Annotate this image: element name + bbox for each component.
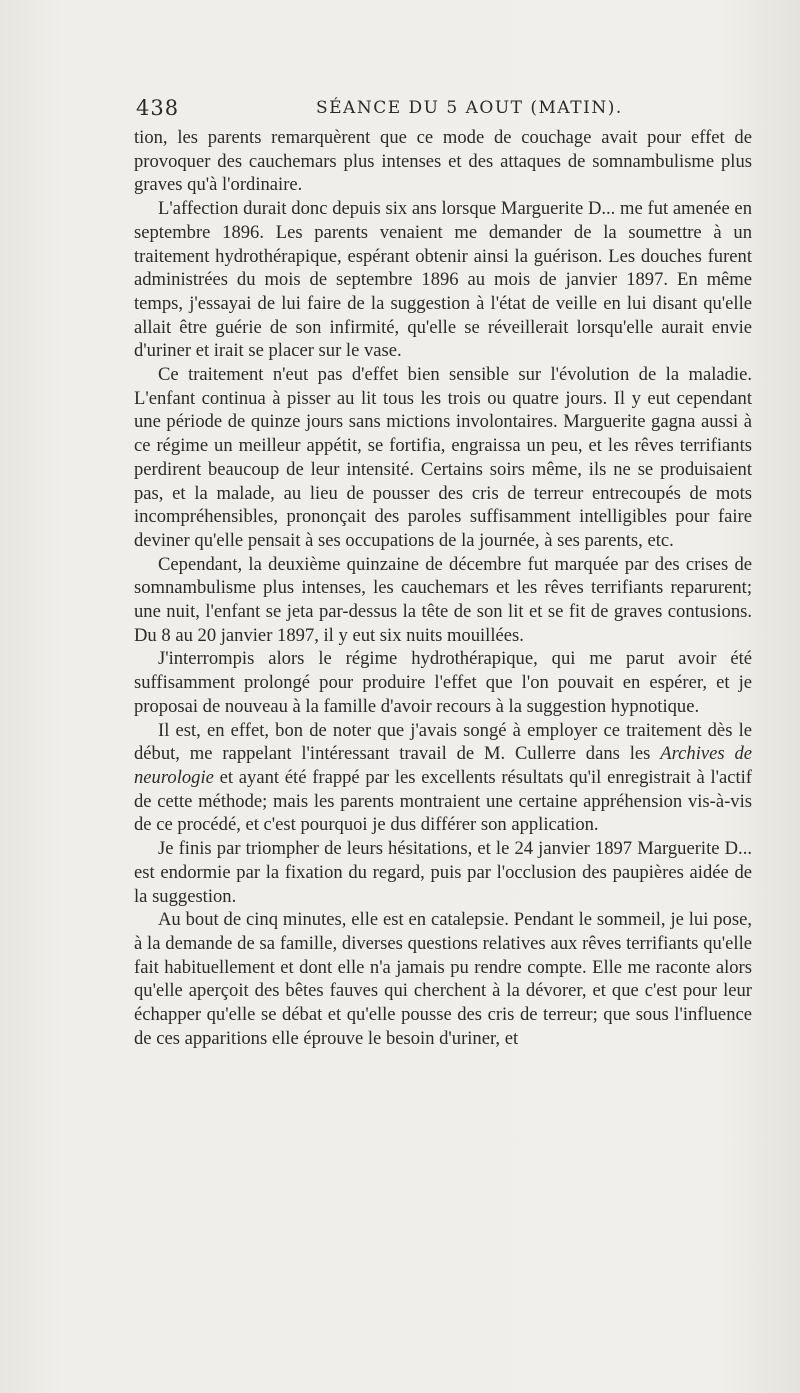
paragraph: Je finis par triompher de leurs hésitations, et le 24 janvier 1897 Marguerite D... est endormie par la fixation du regard, puis par l'occlusion des paupières aidée de la suggestion. (134, 838, 752, 907)
paragraph: L'affection durait donc depuis six ans lorsque Marguerite D... me fut amenée en septembre 1896. Les parents venaient me demander de la soumettre à un traitement hydrothérapique, espérant obtenir ainsi la guérison. Les douches furent administrées du mois de septembre 1896 au mois de janvier 1897. En même temps, j'essayai de lui faire de la suggestion à l'état de veille en lui disant qu'elle allait être guérie de son infirmité, qu'elle se réveillerait lorsqu'elle aurait envie d'uriner et irait se placer sur le vase. (134, 198, 752, 362)
paragraph: Cependant, la deuxième quinzaine de décembre fut marquée par des crises de somnambulisme plus intenses, les cauchemars et les rêves terrifiants reparurent; une nuit, l'enfant se jeta par-dessus la tête de son lit et se fit de graves contusions. Du 8 au 20 janvier 1897, il y eut six nuits mouillées. (134, 553, 752, 646)
paragraph (134, 719, 752, 838)
page-number: 438 (136, 96, 180, 120)
paragraph-text: Il est, en effet, bon de noter que j'avais songé à employer ce traitement dès le début, me rappelant l'intéressant travail de M. Cullerre dans les (134, 719, 752, 765)
paragraph-text: et ayant été frappé par les excellents résultats qu'il enregistrait à l'actif de cette méthode; mais les parents montraient une certaine appréhension vis-à-vis de ce procédé, et c'est pourquoi je dus différer son application. (134, 766, 752, 836)
paragraph: tion, les parents remarquèrent que ce mode de couchage avait pour effet de provoquer des cauchemars plus intenses et des attaques de somnambulisme plus graves qu'à l'ordinaire. (134, 127, 752, 196)
paragraph: J'interrompis alors le régime hydrothérapique, qui me parut avoir été suffisamment prolongé pour produire l'effet que l'on pouvait en espérer, et je proposai de nouveau à la famille d'avoir recours à la suggestion hypnotique. (134, 648, 752, 717)
page-header (136, 96, 752, 122)
paragraph: Ce traitement n'eut pas d'effet bien sensible sur l'évolution de la maladie. L'enfant continua à pisser au lit tous les trois ou quatre jours. Il y eut cependant une période de quinze jours sans mictions involontaires. Marguerite gagna aussi à ce régime un meilleur appétit, se fortifia, engraissa un peu, et les rêves terrifiants perdirent beaucoup de leur intensité. Certains soirs même, ils ne se produisaient pas, et la malade, au lieu de pousser des cris de terreur entrecoupés de mots incompréhensibles, prononçait des paroles suffisamment intelligibles pour faire deviner qu'elle pensait à ses occupations de la journée, à ses parents, etc. (134, 364, 752, 551)
body-text (134, 126, 752, 1050)
running-title: SÉANCE DU 5 AOUT (MATIN). (316, 98, 623, 118)
journal-title: Archives de neurologie (134, 743, 752, 788)
paragraph: Au bout de cinq minutes, elle est en catalepsie. Pendant le sommeil, je lui pose, à la demande de sa famille, diverses questions relatives aux rêves terrifiants qu'elle fait habituellement et dont elle n'a jamais pu rendre compte. Elle me raconte alors qu'elle aperçoit des bêtes fauves qui cherchent à la dévorer, et que c'est pour leur échapper qu'elle se débat et qu'elle pousse des cris de terreur; que sous l'influence de ces apparitions elle éprouve le besoin d'uriner, et (134, 909, 752, 1049)
